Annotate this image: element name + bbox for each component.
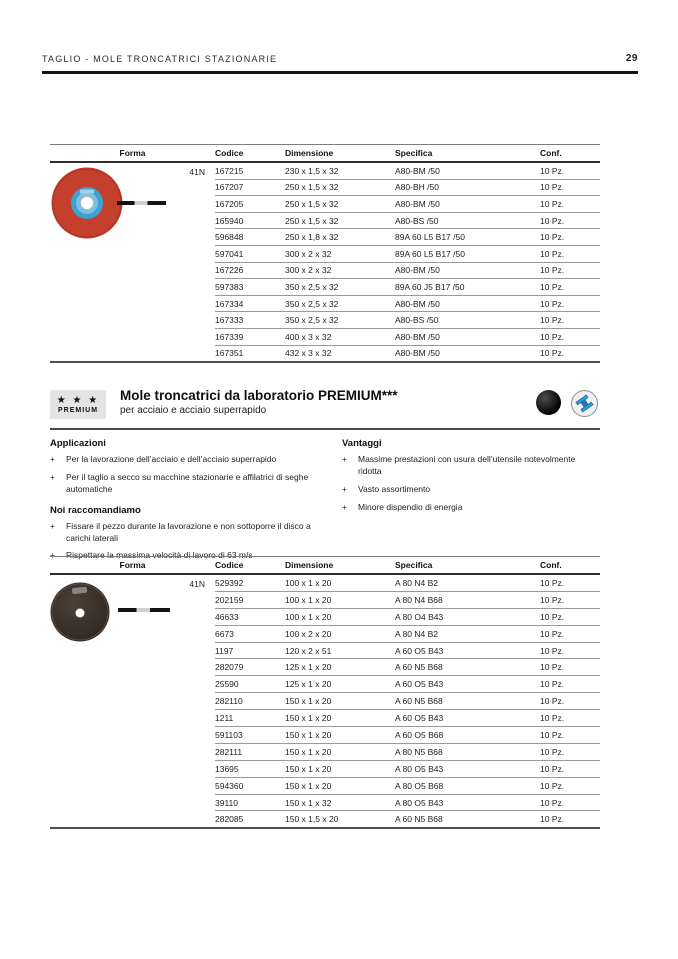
cell-conf: 10 Pz.	[540, 198, 565, 209]
cell-specifica: 89A 60 L5 B17 /50	[395, 248, 465, 259]
cutting-disc-red-image	[51, 167, 123, 239]
cutting-disc-dark-image	[50, 582, 110, 642]
cell-codice: 165940	[215, 215, 244, 226]
vantaggi-list	[342, 454, 600, 514]
cell-specifica: A 80 O5 B68	[395, 780, 444, 791]
cell-codice: 597383	[215, 281, 244, 292]
table-row	[215, 693, 600, 710]
cell-dimensione: 250 x 1,5 x 32	[285, 182, 339, 193]
bullet-item	[342, 484, 600, 496]
cell-specifica: A80-BM /50	[395, 198, 440, 209]
table-row	[215, 229, 600, 246]
cell-dimensione: 100 x 1 x 20	[285, 611, 332, 622]
cell-conf: 10 Pz.	[540, 182, 565, 193]
cell-dimensione: 125 x 1 x 20	[285, 679, 332, 690]
steel-beam-icon	[571, 390, 598, 417]
cell-codice: 1197	[215, 645, 234, 656]
cell-dimensione: 150 x 1 x 20	[285, 696, 332, 707]
bullet-text: Per il taglio a secco su macchine stazionarie e affilatrici di seghe automatiche	[66, 471, 309, 494]
column-header-dimensione: Dimensione	[285, 148, 334, 158]
table-row	[215, 659, 600, 676]
cell-codice: 46633	[215, 611, 239, 622]
cell-codice: 6673	[215, 628, 234, 639]
cell-specifica: A 80 N4 B2	[395, 628, 439, 639]
cell-codice: 167334	[215, 298, 244, 309]
cell-dimensione: 250 x 1,5 x 32	[285, 198, 339, 209]
bullet-text: Rispettare la massima velocità di lavoro di 63 m/s	[66, 550, 253, 561]
cell-specifica: A80-BM /50	[395, 165, 440, 176]
cell-conf: 10 Pz.	[540, 298, 565, 309]
table-row	[215, 575, 600, 592]
table-row	[215, 778, 600, 795]
cell-codice: 39110	[215, 797, 239, 808]
cell-codice: 597041	[215, 248, 244, 259]
cell-dimensione: 350 x 2,5 x 32	[285, 315, 339, 326]
cell-conf: 10 Pz.	[540, 662, 565, 673]
raccomandiamo-block	[50, 505, 342, 563]
cell-conf: 10 Pz.	[540, 315, 565, 326]
cell-conf: 10 Pz.	[540, 281, 565, 292]
table-rows	[215, 575, 600, 827]
cell-conf: 10 Pz.	[540, 780, 565, 791]
bullet-item	[342, 502, 600, 514]
column-header-dimensione: Dimensione	[285, 560, 334, 570]
applicazioni-block	[50, 438, 342, 496]
three-stars-icon: ★ ★ ★	[56, 394, 100, 406]
plus-bullet-icon: +	[50, 471, 55, 482]
table-row	[215, 744, 600, 761]
raccomandiamo-heading: Noi raccomandiamo	[50, 504, 141, 516]
section-subtitle: per acciaio e acciaio superrapido	[120, 405, 267, 416]
cell-dimensione: 120 x 2 x 51	[285, 645, 332, 656]
cell-specifica: A 80 O4 B43	[395, 611, 444, 622]
cell-dimensione: 125 x 1 x 20	[285, 662, 332, 673]
cell-specifica: A80-BM /50	[395, 348, 440, 359]
cell-conf: 10 Pz.	[540, 331, 565, 342]
cell-dimensione: 150 x 1 x 32	[285, 797, 332, 808]
table-row	[215, 263, 600, 280]
cell-dimensione: 400 x 3 x 32	[285, 331, 332, 342]
page-number: 29	[625, 53, 638, 64]
cell-specifica: A 80 O5 B43	[395, 797, 444, 808]
cell-specifica: A 80 N4 B2	[395, 577, 439, 588]
cell-conf: 10 Pz.	[540, 594, 565, 605]
table-row	[215, 163, 600, 180]
vantaggi-block	[342, 438, 600, 514]
forma-shape-code: 41N	[189, 167, 205, 177]
cell-conf: 10 Pz.	[540, 797, 565, 808]
cell-codice: 594360	[215, 780, 244, 791]
cell-conf: 10 Pz.	[540, 265, 565, 276]
cell-codice: 167226	[215, 265, 244, 276]
column-header-conf: Conf.	[540, 560, 562, 570]
bullet-text: Per la lavorazione dell’acciaio e dell’acciaio superrapido	[66, 454, 277, 464]
cell-specifica: A 60 O5 B43	[395, 679, 444, 690]
bullet-item	[50, 472, 342, 496]
cell-conf: 10 Pz.	[540, 746, 565, 757]
column-header-codice: Codice	[215, 148, 244, 158]
cell-conf: 10 Pz.	[540, 696, 565, 707]
cell-conf: 10 Pz.	[540, 215, 565, 226]
applicazioni-heading: Applicazioni	[50, 438, 106, 449]
section-header	[50, 388, 600, 430]
bullet-item	[342, 454, 600, 478]
vantaggi-heading: Vantaggi	[342, 438, 382, 449]
column-header-specifica: Specifica	[395, 560, 433, 570]
cell-dimensione: 432 x 3 x 32	[285, 348, 332, 359]
plus-bullet-icon: +	[342, 501, 347, 512]
cell-conf: 10 Pz.	[540, 232, 565, 243]
cell-codice: 167205	[215, 198, 244, 209]
cell-codice: 1211	[215, 713, 234, 724]
table-row	[215, 710, 600, 727]
forma-cell	[50, 575, 215, 827]
bullet-text: Massime prestazioni con usura dell’utensile notevolmente ridotta	[358, 454, 576, 476]
cell-dimensione: 150 x 1 x 20	[285, 729, 332, 740]
cell-conf: 10 Pz.	[540, 628, 565, 639]
cell-specifica: A 60 O5 B68	[395, 729, 444, 740]
cell-codice: 282079	[215, 662, 244, 673]
disc-side-profile-icon	[118, 608, 170, 612]
cell-codice: 529392	[215, 577, 244, 588]
plus-bullet-icon: +	[342, 454, 347, 464]
cell-dimensione: 100 x 1 x 20	[285, 594, 332, 605]
product-table-premium	[50, 556, 600, 829]
cell-codice: 282111	[215, 746, 243, 757]
cell-codice: 167207	[215, 182, 244, 193]
column-header-forma: Forma	[119, 560, 146, 570]
table-row	[215, 676, 600, 693]
applicazioni-list	[50, 454, 342, 496]
cell-dimensione: 350 x 2,5 x 32	[285, 298, 339, 309]
column-header-specifica: Specifica	[395, 148, 433, 158]
cell-dimensione: 300 x 2 x 32	[285, 265, 332, 276]
cell-conf: 10 Pz.	[540, 248, 565, 259]
cell-conf: 10 Pz.	[540, 814, 565, 825]
cell-dimensione: 100 x 2 x 20	[285, 628, 332, 639]
cell-specifica: A80-BS /50	[395, 315, 439, 326]
cell-specifica: A 80 N4 B68	[395, 594, 443, 605]
material-icons	[536, 390, 598, 417]
cell-specifica: A 80 N5 B68	[395, 746, 443, 757]
forma-shape-code: 41N	[189, 579, 205, 589]
cell-specifica: A 60 O5 B43	[395, 713, 444, 724]
cell-dimensione: 350 x 2,5 x 32	[285, 281, 339, 292]
cell-conf: 10 Pz.	[540, 611, 565, 622]
cell-conf: 10 Pz.	[540, 645, 565, 656]
cell-specifica: A 60 N5 B68	[395, 662, 443, 673]
table-row	[215, 329, 600, 346]
steel-material-icon	[536, 390, 561, 415]
cell-conf: 10 Pz.	[540, 577, 565, 588]
table-row	[215, 727, 600, 744]
cell-dimensione: 100 x 1 x 20	[285, 577, 332, 588]
cell-dimensione: 250 x 1,8 x 32	[285, 232, 339, 243]
cell-conf: 10 Pz.	[540, 729, 565, 740]
cell-specifica: A80-BM /50	[395, 298, 440, 309]
table-header-row	[50, 557, 600, 575]
cell-dimensione: 230 x 1,5 x 32	[285, 165, 339, 176]
premium-badge-label: PREMIUM	[57, 406, 99, 414]
cell-specifica: A80-BH /50	[395, 182, 439, 193]
cell-dimensione: 150 x 1 x 20	[285, 746, 332, 757]
info-section	[50, 438, 600, 571]
bullet-text: Vasto assortimento	[358, 483, 431, 494]
table-row	[215, 795, 600, 812]
cell-codice: 591103	[215, 729, 243, 740]
cell-specifica: 89A 60 J5 B17 /50	[395, 281, 465, 292]
table-row	[215, 761, 600, 778]
table-row	[215, 246, 600, 263]
table-row	[215, 811, 600, 827]
table-row	[215, 643, 600, 660]
cell-specifica: 89A 60 L5 B17 /50	[395, 232, 465, 243]
disc-side-profile-icon	[117, 201, 166, 205]
bullet-text: Fissare il pezzo durante la lavorazione e non sottoporre il disco a carichi laterali	[66, 520, 311, 543]
cell-codice: 13695	[215, 763, 239, 774]
cell-dimensione: 150 x 1 x 20	[285, 780, 332, 791]
table-rows	[215, 163, 600, 361]
forma-cell	[50, 163, 215, 361]
plus-bullet-icon: +	[50, 454, 55, 464]
cell-conf: 10 Pz.	[540, 713, 565, 724]
plus-bullet-icon: +	[50, 520, 55, 531]
cell-dimensione: 300 x 2 x 32	[285, 248, 332, 259]
plus-bullet-icon: +	[342, 483, 347, 494]
table-row	[215, 312, 600, 329]
cell-specifica: A 60 N5 B68	[395, 696, 443, 707]
cell-specifica: A 60 O5 B43	[395, 645, 444, 656]
cell-codice: 25590	[215, 679, 239, 690]
cell-specifica: A 80 O5 B43	[395, 763, 444, 774]
bullet-text: Minore dispendio di energia	[358, 501, 463, 512]
table-header-row	[50, 145, 600, 163]
table-row	[215, 346, 600, 362]
cell-codice: 167339	[215, 331, 244, 342]
cell-codice: 167333	[215, 315, 244, 326]
cell-dimensione: 150 x 1 x 20	[285, 713, 332, 724]
cell-conf: 10 Pz.	[540, 165, 565, 176]
cell-specifica: A80-BS /50	[395, 215, 439, 226]
cell-codice: 282085	[215, 814, 244, 825]
table-row	[215, 213, 600, 230]
table-row	[215, 609, 600, 626]
product-table-standard	[50, 144, 600, 363]
cell-dimensione: 250 x 1,5 x 32	[285, 215, 339, 226]
table-row	[215, 196, 600, 213]
table-row	[215, 626, 600, 643]
plus-bullet-icon: +	[50, 550, 55, 561]
cell-conf: 10 Pz.	[540, 348, 565, 359]
premium-badge	[50, 390, 106, 419]
cell-codice: 596848	[215, 232, 244, 243]
column-header-codice: Codice	[215, 560, 244, 570]
cell-dimensione: 150 x 1 x 20	[285, 763, 332, 774]
cell-conf: 10 Pz.	[540, 763, 565, 774]
table-row	[215, 592, 600, 609]
table-row	[215, 279, 600, 296]
column-header-forma: Forma	[119, 148, 146, 158]
cell-codice: 167215	[215, 165, 244, 176]
page-header-title: TAGLIO - MOLE TRONCATRICI STAZIONARIE	[42, 54, 278, 64]
column-header-conf: Conf.	[540, 148, 562, 158]
section-title: Mole troncatrici da laboratorio PREMIUM***	[120, 388, 398, 403]
cell-conf: 10 Pz.	[540, 679, 565, 690]
cell-specifica: A80-BM /50	[395, 331, 440, 342]
table-row	[215, 180, 600, 197]
page-header	[42, 53, 638, 74]
cell-codice: 167351	[215, 348, 244, 359]
cell-specifica: A 60 N5 B68	[395, 814, 443, 825]
cell-codice: 282110	[215, 696, 243, 707]
bullet-item	[50, 454, 342, 466]
cell-codice: 202159	[215, 594, 244, 605]
bullet-item	[50, 521, 342, 545]
cell-specifica: A80-BM /50	[395, 265, 440, 276]
table-row	[215, 296, 600, 313]
cell-dimensione: 150 x 1,5 x 20	[285, 814, 339, 825]
